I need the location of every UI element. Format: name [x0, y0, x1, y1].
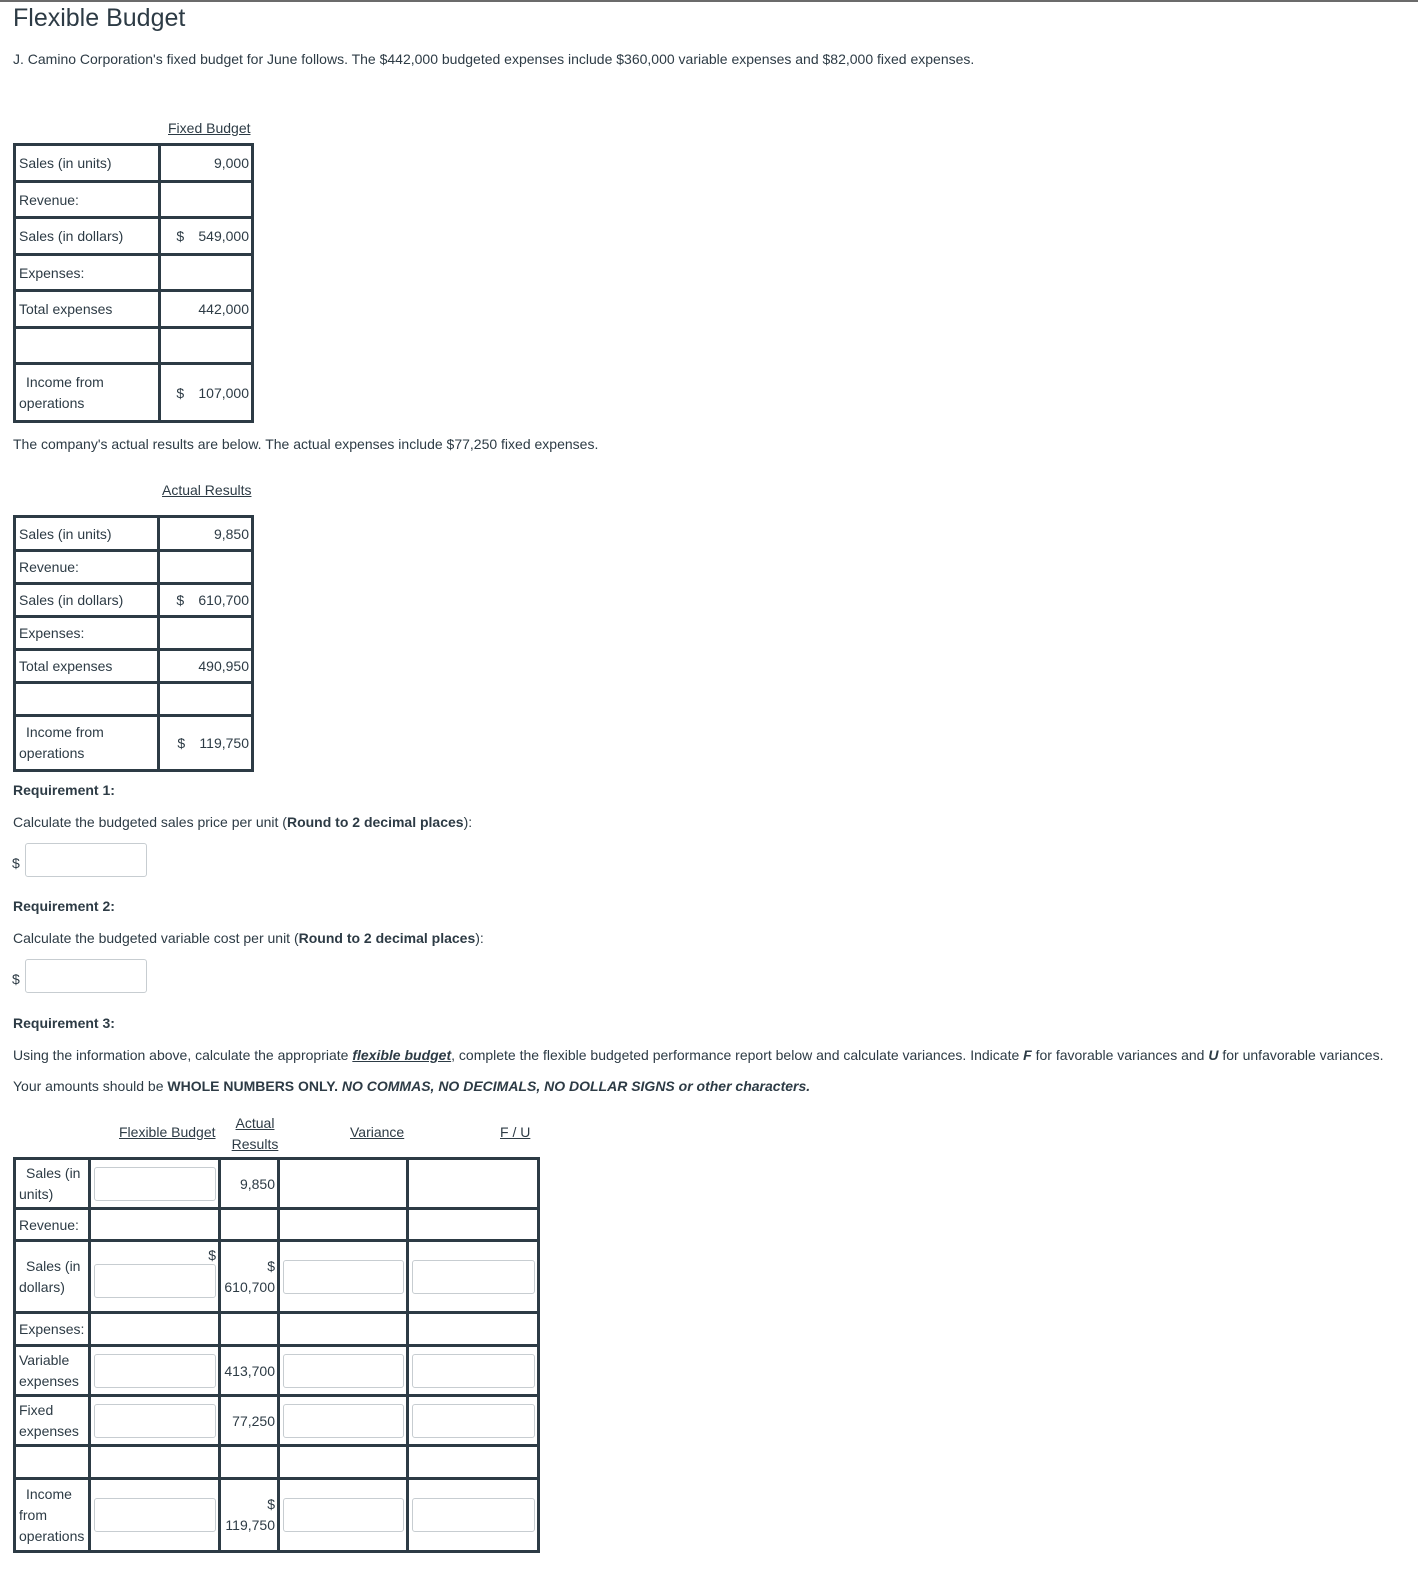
row-label: Income from: [26, 373, 104, 390]
currency-sign: $: [176, 592, 185, 608]
row-label: Revenue:: [15, 182, 160, 218]
table-row: [15, 291, 253, 328]
table-row: [15, 517, 253, 551]
row-label: Expenses:: [15, 617, 159, 650]
actual-results-heading: Actual Results: [162, 482, 252, 498]
flexible-variable-expenses-input[interactable]: [94, 1354, 216, 1388]
row-value: 9,850: [159, 517, 253, 551]
flexible-sales-units-input[interactable]: [94, 1167, 216, 1201]
row-value: 549,000: [198, 228, 249, 244]
currency-sign: $: [176, 228, 185, 244]
table-row: [15, 364, 253, 422]
table-row: [15, 255, 253, 291]
req2-text: Calculate the budgeted variable cost per unit (Round to 2 decimal places):: [13, 930, 484, 946]
variance-fixed-expenses-input[interactable]: [283, 1404, 404, 1438]
flexible-fixed-expenses-input[interactable]: [94, 1404, 216, 1438]
table-row: Income from operations $ 119,750: [15, 1479, 539, 1552]
actual-income: 119,750: [225, 1517, 275, 1533]
table-row: [15, 145, 253, 182]
variance-variable-expenses-input[interactable]: [283, 1354, 404, 1388]
performance-report-table: [13, 1157, 540, 1553]
table-row: Expenses:: [15, 1313, 539, 1346]
table-row: Sales (in units) 9,850: [15, 1159, 539, 1209]
fu-variable-expenses-input[interactable]: [412, 1354, 535, 1388]
req1-heading: Requirement 1:: [13, 782, 115, 798]
variance-income-input[interactable]: [283, 1498, 404, 1532]
actual-sales-units: 9,850: [220, 1159, 279, 1209]
row-label: Sales (in dollars): [15, 218, 160, 255]
flexible-income-input[interactable]: [94, 1498, 216, 1532]
req3-heading: Requirement 3:: [13, 1015, 115, 1031]
col-head-flexible: Flexible Budget: [119, 1124, 216, 1140]
row-label: operations: [19, 745, 85, 761]
table-row: Variable expenses 413,700: [15, 1346, 539, 1396]
row-value: 9,000: [160, 145, 253, 182]
col-head-variance: Variance: [350, 1124, 405, 1140]
row-value: 107,000: [198, 384, 249, 401]
currency-sign: $: [177, 735, 186, 751]
row-label: Total expenses: [15, 291, 160, 328]
page-title: Flexible Budget: [13, 4, 186, 32]
top-rule: [0, 0, 1418, 2]
table-row: [15, 584, 253, 617]
variance-sales-dollars-input[interactable]: [283, 1260, 404, 1294]
fixed-budget-table: [13, 143, 254, 423]
table-row: [15, 328, 253, 364]
row-label: Sales (in units): [15, 145, 160, 182]
req1-answer-input[interactable]: [25, 843, 147, 877]
col-head-fu: F / U: [500, 1124, 531, 1140]
fu-income-input[interactable]: [412, 1498, 535, 1532]
table-row: [15, 683, 253, 716]
req1-currency: $: [12, 855, 20, 871]
table-row: Sales (in dollars) $ $ 610,700: [15, 1241, 539, 1313]
table-row: [15, 1446, 539, 1479]
flexible-budget-link[interactable]: flexible budget: [352, 1047, 452, 1063]
flexible-sales-dollars-input[interactable]: [94, 1264, 216, 1298]
req3-text: Using the information above, calculate the appropriate flexible budget, complete the flexible budgeted performance report below and calculate variances. Indicate F for favorable variances and U for unfavorable variances.: [13, 1047, 1384, 1063]
fixed-budget-heading: Fixed Budget: [168, 120, 251, 136]
table-row: [15, 617, 253, 650]
table-row: [15, 218, 253, 255]
fu-sales-dollars-input[interactable]: [412, 1260, 535, 1294]
req2-answer-input[interactable]: [25, 959, 147, 993]
row-label: Sales (in dollars): [15, 584, 159, 617]
table-row: Revenue:: [15, 1209, 539, 1241]
row-value: 442,000: [160, 291, 253, 328]
table-row: Fixed expenses 77,250: [15, 1396, 539, 1446]
table-row: [15, 551, 253, 584]
row-label: Sales (in units): [15, 517, 159, 551]
row-label: Income from: [26, 724, 104, 740]
req2-heading: Requirement 2:: [13, 898, 115, 914]
req3-instructions: Your amounts should be WHOLE NUMBERS ONLY. NO COMMAS, NO DECIMALS, NO DOLLAR SIGNS or other characters.: [13, 1078, 811, 1094]
row-label: operations: [19, 394, 85, 411]
actual-sales-dollars: 610,700: [224, 1278, 275, 1295]
actual-intro-text: The company's actual results are below. The actual expenses include $77,250 fixed expenses.: [13, 436, 599, 452]
currency-sign: $: [176, 384, 185, 401]
req2-currency: $: [12, 971, 20, 987]
table-row: [15, 182, 253, 218]
row-label: Expenses:: [15, 255, 160, 291]
actual-variable-expenses: 413,700: [220, 1346, 279, 1396]
intro-text: J. Camino Corporation's fixed budget for June follows. The $442,000 budgeted expenses include $360,000 variable expenses and $82,000 fixed expenses.: [13, 51, 975, 67]
row-value: 119,750: [199, 735, 249, 751]
req1-text: Calculate the budgeted sales price per unit (Round to 2 decimal places):: [13, 814, 473, 830]
table-row: [15, 650, 253, 683]
actual-fixed-expenses: 77,250: [220, 1396, 279, 1446]
row-value: 490,950: [159, 650, 253, 683]
row-value: 610,700: [198, 592, 249, 608]
fu-fixed-expenses-input[interactable]: [412, 1404, 535, 1438]
row-label: Revenue:: [15, 551, 159, 584]
table-row: [15, 716, 253, 771]
actual-results-table: [13, 515, 254, 772]
col-head-actual: Actual Results: [231, 1115, 279, 1152]
row-label: Total expenses: [15, 650, 159, 683]
